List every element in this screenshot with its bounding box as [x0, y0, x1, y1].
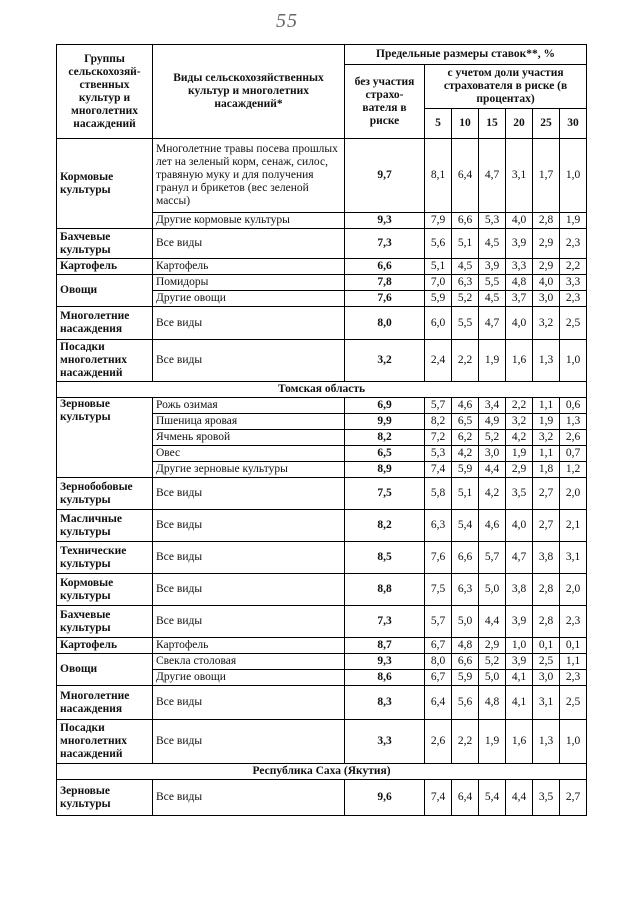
- table-row: [57, 259, 587, 275]
- rate-with-share: 6,3: [452, 574, 479, 606]
- table-row: [57, 606, 587, 638]
- table-body: [57, 139, 587, 816]
- rate-with-share: 4,7: [506, 542, 533, 574]
- rate-without-participation: 9,3: [345, 213, 425, 229]
- rate-with-share: 1,0: [560, 139, 587, 213]
- rate-with-share: 2,2: [560, 259, 587, 275]
- crop-kind: Все виды: [153, 574, 345, 606]
- rate-without-participation: 7,8: [345, 275, 425, 291]
- rate-with-share: 1,3: [533, 340, 560, 382]
- crop-kind: Картофель: [153, 259, 345, 275]
- region-title: Томская область: [57, 382, 587, 398]
- crop-group: Масличные культуры: [57, 510, 153, 542]
- rate-with-share: 2,1: [560, 510, 587, 542]
- crop-group: Кормовые культуры: [57, 139, 153, 229]
- rate-with-share: 0,6: [560, 398, 587, 414]
- crop-kind: Другие овощи: [153, 291, 345, 307]
- rate-with-share: 6,7: [425, 638, 452, 654]
- header-kinds: Виды сельскохозяйственных культур и многолетних насаждений*: [153, 45, 345, 139]
- header-with-share: с учетом доли участия страхователя в риске (в процентах): [425, 65, 587, 109]
- rate-with-share: 2,6: [425, 720, 452, 764]
- rate-with-share: 2,8: [533, 606, 560, 638]
- rate-with-share: 3,1: [533, 686, 560, 720]
- crop-group: Зерновые культуры: [57, 780, 153, 816]
- table-row: [57, 720, 587, 764]
- header-percent: 5: [425, 109, 452, 139]
- header-percent: 30: [560, 109, 587, 139]
- rate-with-share: 3,3: [560, 275, 587, 291]
- crop-kind: Все виды: [153, 229, 345, 259]
- rate-with-share: 6,3: [425, 510, 452, 542]
- crop-kind: Все виды: [153, 478, 345, 510]
- rate-without-participation: 8,8: [345, 574, 425, 606]
- rate-with-share: 4,7: [479, 307, 506, 340]
- rate-with-share: 3,9: [506, 606, 533, 638]
- rate-with-share: 4,6: [452, 398, 479, 414]
- rate-with-share: 5,4: [479, 780, 506, 816]
- rate-with-share: 3,0: [533, 670, 560, 686]
- rate-with-share: 6,3: [452, 275, 479, 291]
- rate-with-share: 4,0: [533, 275, 560, 291]
- rate-with-share: 1,3: [533, 720, 560, 764]
- rate-with-share: 2,0: [560, 574, 587, 606]
- header-without-participation: без участия страхо-вателя в риске: [345, 65, 425, 139]
- crop-kind: Свекла столовая: [153, 654, 345, 670]
- rate-with-share: 7,2: [425, 430, 452, 446]
- rate-with-share: 5,6: [452, 686, 479, 720]
- rate-with-share: 0,7: [560, 446, 587, 462]
- rate-with-share: 3,8: [533, 542, 560, 574]
- rate-with-share: 2,2: [506, 398, 533, 414]
- rate-without-participation: 8,2: [345, 430, 425, 446]
- rate-with-share: 2,7: [533, 478, 560, 510]
- rate-with-share: 1,8: [533, 462, 560, 478]
- rate-with-share: 4,9: [479, 414, 506, 430]
- rate-with-share: 1,6: [506, 340, 533, 382]
- rate-without-participation: 7,3: [345, 606, 425, 638]
- rate-with-share: 1,6: [506, 720, 533, 764]
- rate-with-share: 3,5: [533, 780, 560, 816]
- rate-with-share: 5,0: [452, 606, 479, 638]
- crop-kind: Все виды: [153, 780, 345, 816]
- header-groups: Группы сельскохозяй-ственных культур и многолетних насаждений: [57, 45, 153, 139]
- rate-with-share: 4,0: [506, 213, 533, 229]
- rate-with-share: 0,1: [533, 638, 560, 654]
- crop-kind: Все виды: [153, 307, 345, 340]
- rate-with-share: 6,7: [425, 670, 452, 686]
- crop-group: Технические культуры: [57, 542, 153, 574]
- rate-with-share: 6,0: [425, 307, 452, 340]
- rate-with-share: 2,2: [452, 720, 479, 764]
- rate-with-share: 0,1: [560, 638, 587, 654]
- rate-with-share: 3,0: [479, 446, 506, 462]
- rate-with-share: 2,5: [560, 307, 587, 340]
- rate-with-share: 3,2: [533, 307, 560, 340]
- rate-with-share: 1,1: [533, 446, 560, 462]
- rate-without-participation: 8,0: [345, 307, 425, 340]
- rate-without-participation: 8,5: [345, 542, 425, 574]
- rate-with-share: 5,8: [425, 478, 452, 510]
- rate-with-share: 4,0: [506, 510, 533, 542]
- rate-with-share: 5,7: [479, 542, 506, 574]
- rate-with-share: 1,0: [506, 638, 533, 654]
- rate-with-share: 3,9: [506, 229, 533, 259]
- rate-with-share: 4,8: [506, 275, 533, 291]
- rate-with-share: 1,9: [479, 720, 506, 764]
- rate-without-participation: 3,3: [345, 720, 425, 764]
- rate-with-share: 4,4: [479, 462, 506, 478]
- rate-with-share: 5,7: [425, 398, 452, 414]
- rate-with-share: 3,9: [506, 654, 533, 670]
- table-row: [57, 686, 587, 720]
- rate-with-share: 7,6: [425, 542, 452, 574]
- rate-with-share: 3,1: [560, 542, 587, 574]
- rate-with-share: 6,2: [452, 430, 479, 446]
- rate-with-share: 1,9: [506, 446, 533, 462]
- rate-with-share: 5,5: [479, 275, 506, 291]
- rate-with-share: 4,7: [479, 139, 506, 213]
- rate-with-share: 2,8: [533, 574, 560, 606]
- rate-with-share: 5,5: [452, 307, 479, 340]
- rate-with-share: 4,5: [479, 291, 506, 307]
- crop-group: Многолетние насаждения: [57, 307, 153, 340]
- table-row: [57, 398, 587, 414]
- crop-group: Кормовые культуры: [57, 574, 153, 606]
- crop-group: Посадки многолетних насаждений: [57, 340, 153, 382]
- crop-kind: Рожь озимая: [153, 398, 345, 414]
- crop-group: Картофель: [57, 259, 153, 275]
- rate-with-share: 3,8: [506, 574, 533, 606]
- rate-with-share: 6,4: [452, 139, 479, 213]
- rate-with-share: 4,2: [506, 430, 533, 446]
- crop-kind: Овес: [153, 446, 345, 462]
- rate-without-participation: 6,9: [345, 398, 425, 414]
- rate-with-share: 2,4: [425, 340, 452, 382]
- rate-with-share: 5,9: [452, 462, 479, 478]
- crop-group: Картофель: [57, 638, 153, 654]
- rate-with-share: 5,7: [425, 606, 452, 638]
- crop-kind: Все виды: [153, 720, 345, 764]
- crop-group: Бахчевые культуры: [57, 229, 153, 259]
- rate-with-share: 5,2: [479, 654, 506, 670]
- rate-with-share: 6,5: [452, 414, 479, 430]
- table-row: [57, 780, 587, 816]
- rate-with-share: 2,7: [533, 510, 560, 542]
- crop-group: Многолетние насаждения: [57, 686, 153, 720]
- rate-without-participation: 8,6: [345, 670, 425, 686]
- table-row: [57, 638, 587, 654]
- rate-without-participation: 9,6: [345, 780, 425, 816]
- rate-without-participation: 7,6: [345, 291, 425, 307]
- crop-group: Бахчевые культуры: [57, 606, 153, 638]
- crop-group: Овощи: [57, 275, 153, 307]
- insurance-rates-table: [56, 44, 587, 816]
- rate-with-share: 5,1: [452, 229, 479, 259]
- rate-with-share: 2,9: [533, 229, 560, 259]
- crop-group: Посадки многолетних насаждений: [57, 720, 153, 764]
- rate-without-participation: 7,5: [345, 478, 425, 510]
- region-title: Республика Саха (Якутия): [57, 764, 587, 780]
- table-row: [57, 574, 587, 606]
- rate-with-share: 4,2: [479, 478, 506, 510]
- rate-with-share: 1,2: [560, 462, 587, 478]
- rate-without-participation: 8,7: [345, 638, 425, 654]
- rate-with-share: 3,1: [506, 139, 533, 213]
- crop-kind: Другие зерновые культуры: [153, 462, 345, 478]
- crop-kind: Ячмень яровой: [153, 430, 345, 446]
- rate-with-share: 7,4: [425, 462, 452, 478]
- rate-with-share: 1,0: [560, 720, 587, 764]
- rate-with-share: 5,4: [452, 510, 479, 542]
- crop-kind: Все виды: [153, 340, 345, 382]
- rate-with-share: 5,1: [452, 478, 479, 510]
- rate-with-share: 2,8: [533, 213, 560, 229]
- rate-without-participation: 9,9: [345, 414, 425, 430]
- table-row: [57, 542, 587, 574]
- crop-kind: Помидоры: [153, 275, 345, 291]
- rate-without-participation: 3,2: [345, 340, 425, 382]
- rate-with-share: 7,4: [425, 780, 452, 816]
- rate-with-share: 6,6: [452, 654, 479, 670]
- rate-with-share: 5,9: [425, 291, 452, 307]
- rate-with-share: 1,1: [533, 398, 560, 414]
- crop-kind: Все виды: [153, 686, 345, 720]
- rate-with-share: 8,1: [425, 139, 452, 213]
- rate-without-participation: 8,2: [345, 510, 425, 542]
- rate-without-participation: 8,3: [345, 686, 425, 720]
- rate-with-share: 2,0: [560, 478, 587, 510]
- rate-without-participation: 8,9: [345, 462, 425, 478]
- header-percent: 25: [533, 109, 560, 139]
- rate-with-share: 2,3: [560, 291, 587, 307]
- crop-group: Зерновые культуры: [57, 398, 153, 478]
- rate-with-share: 7,9: [425, 213, 452, 229]
- rate-with-share: 6,4: [425, 686, 452, 720]
- rate-with-share: 4,4: [479, 606, 506, 638]
- rate-with-share: 5,6: [425, 229, 452, 259]
- crop-group: Овощи: [57, 654, 153, 686]
- rate-with-share: 2,5: [560, 686, 587, 720]
- page-number: 55: [276, 10, 298, 32]
- rate-with-share: 5,0: [479, 670, 506, 686]
- rate-with-share: 5,2: [452, 291, 479, 307]
- crop-kind: Все виды: [153, 510, 345, 542]
- table-row: [57, 510, 587, 542]
- rate-with-share: 2,2: [452, 340, 479, 382]
- rate-with-share: 2,9: [533, 259, 560, 275]
- crop-group: Зернобобовые культуры: [57, 478, 153, 510]
- rate-with-share: 3,3: [506, 259, 533, 275]
- header-percent: 20: [506, 109, 533, 139]
- rate-with-share: 1,9: [560, 213, 587, 229]
- header-percent: 15: [479, 109, 506, 139]
- rate-with-share: 4,0: [506, 307, 533, 340]
- rate-with-share: 6,6: [452, 213, 479, 229]
- header-limits: Предельные размеры ставок**, %: [345, 45, 587, 65]
- rate-with-share: 6,6: [452, 542, 479, 574]
- rate-with-share: 1,3: [560, 414, 587, 430]
- rate-without-participation: 9,3: [345, 654, 425, 670]
- rate-with-share: 5,0: [479, 574, 506, 606]
- crop-kind: Картофель: [153, 638, 345, 654]
- rate-with-share: 1,7: [533, 139, 560, 213]
- rate-with-share: 4,2: [452, 446, 479, 462]
- rate-with-share: 1,9: [479, 340, 506, 382]
- region-row: [57, 764, 587, 780]
- rate-with-share: 5,3: [425, 446, 452, 462]
- table-row: [57, 340, 587, 382]
- rate-without-participation: 9,7: [345, 139, 425, 213]
- rate-with-share: 1,0: [560, 340, 587, 382]
- rate-with-share: 7,5: [425, 574, 452, 606]
- crop-kind: Другие кормовые культуры: [153, 213, 345, 229]
- rate-with-share: 4,4: [506, 780, 533, 816]
- rate-without-participation: 6,6: [345, 259, 425, 275]
- rate-with-share: 4,8: [452, 638, 479, 654]
- crop-kind: Многолетние травы посева прошлых лет на зеленый корм, сенаж, силос, травяную муку и для получения гранул и брикетов (вес зеленой массы): [153, 139, 345, 213]
- rate-with-share: 2,9: [479, 638, 506, 654]
- header-percent: 10: [452, 109, 479, 139]
- rate-with-share: 4,5: [452, 259, 479, 275]
- rate-with-share: 2,9: [506, 462, 533, 478]
- rate-with-share: 5,3: [479, 213, 506, 229]
- table-row: [57, 307, 587, 340]
- table-row: [57, 139, 587, 213]
- rate-with-share: 4,6: [479, 510, 506, 542]
- rate-with-share: 5,1: [425, 259, 452, 275]
- rate-with-share: 4,5: [479, 229, 506, 259]
- rate-with-share: 3,2: [506, 414, 533, 430]
- crop-kind: Все виды: [153, 606, 345, 638]
- rate-with-share: 6,4: [452, 780, 479, 816]
- rate-without-participation: 7,3: [345, 229, 425, 259]
- rate-with-share: 2,3: [560, 606, 587, 638]
- table-row: [57, 478, 587, 510]
- rate-with-share: 3,9: [479, 259, 506, 275]
- table-row: [57, 229, 587, 259]
- rate-with-share: 1,9: [533, 414, 560, 430]
- rate-with-share: 4,1: [506, 686, 533, 720]
- rate-with-share: 3,0: [533, 291, 560, 307]
- crop-kind: Все виды: [153, 542, 345, 574]
- rate-with-share: 3,7: [506, 291, 533, 307]
- rate-with-share: 2,6: [560, 430, 587, 446]
- rate-with-share: 7,0: [425, 275, 452, 291]
- rate-with-share: 2,3: [560, 229, 587, 259]
- rate-with-share: 3,2: [533, 430, 560, 446]
- table-row: [57, 275, 587, 291]
- rate-with-share: 2,5: [533, 654, 560, 670]
- crop-kind: Пшеница яровая: [153, 414, 345, 430]
- rate-with-share: 4,1: [506, 670, 533, 686]
- rate-with-share: 5,2: [479, 430, 506, 446]
- rate-with-share: 3,5: [506, 478, 533, 510]
- rate-with-share: 2,3: [560, 670, 587, 686]
- table-row: [57, 654, 587, 670]
- rate-with-share: 5,9: [452, 670, 479, 686]
- rate-without-participation: 6,5: [345, 446, 425, 462]
- rate-with-share: 2,7: [560, 780, 587, 816]
- rate-with-share: 1,1: [560, 654, 587, 670]
- region-row: [57, 382, 587, 398]
- rate-with-share: 8,2: [425, 414, 452, 430]
- crop-kind: Другие овощи: [153, 670, 345, 686]
- rate-with-share: 8,0: [425, 654, 452, 670]
- rate-with-share: 3,4: [479, 398, 506, 414]
- rate-with-share: 4,8: [479, 686, 506, 720]
